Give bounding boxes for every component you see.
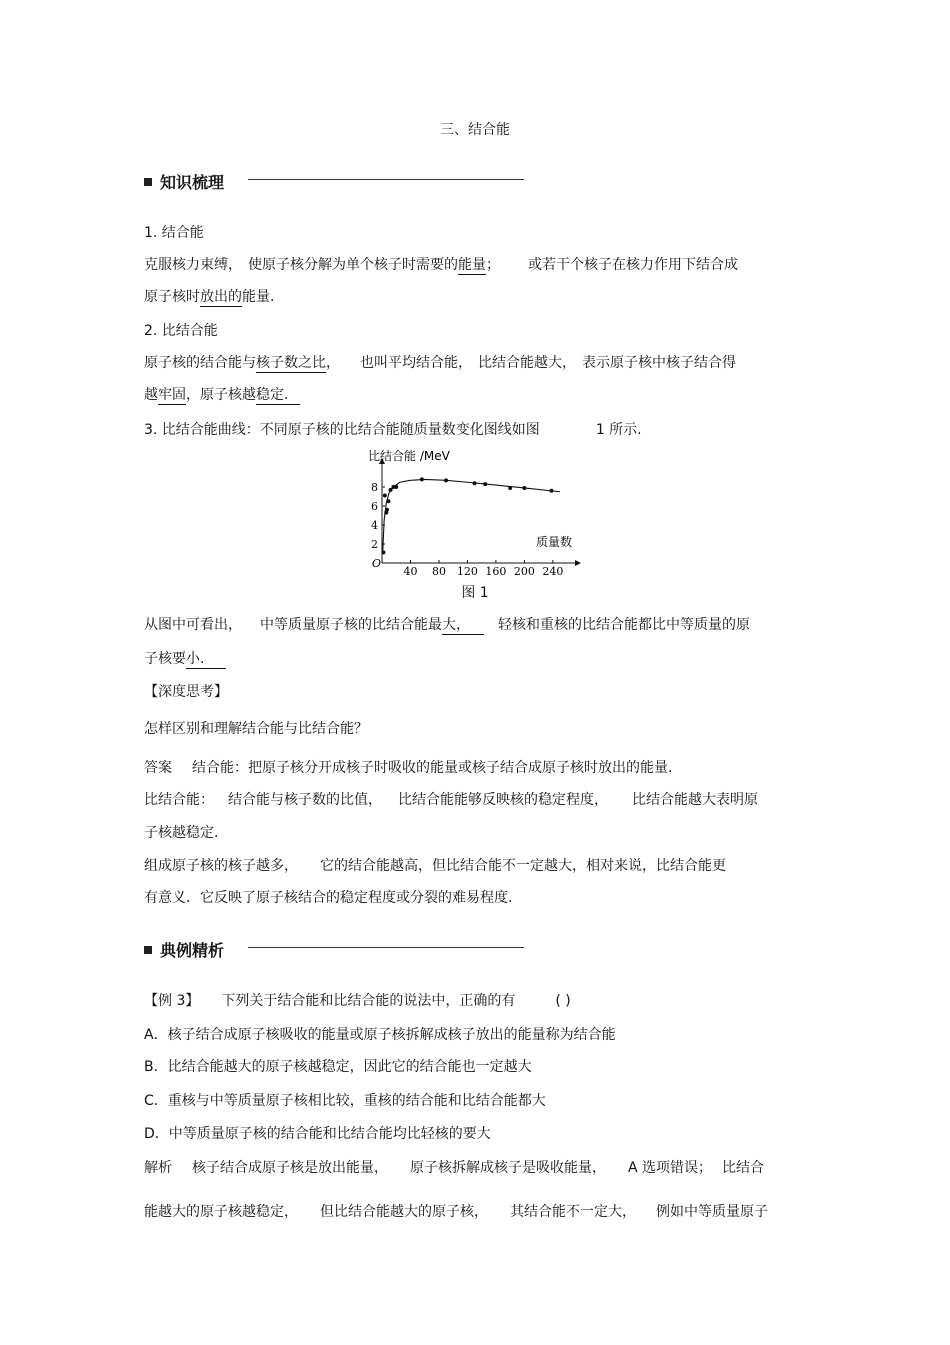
- section-heading-label: 知识梳理: [160, 173, 225, 192]
- paragraph-line: 有意义．它反映了原子核结合的稳定程度或分裂的难易程度.: [144, 890, 513, 906]
- section-heading-knowledge: [144, 170, 224, 193]
- text: 比结合能能够反映核的稳定程度，: [398, 792, 608, 808]
- data-point: [420, 477, 424, 481]
- y-tick-label: 8: [371, 481, 378, 494]
- text: 使原子核分解为单个核子时需要的: [248, 257, 458, 273]
- paragraph-line: [144, 614, 750, 634]
- text: 下列关于结合能和比结合能的说法中，正确的有: [221, 993, 516, 1009]
- solution-label: 解析: [144, 1160, 172, 1176]
- binding-energy-chart: [362, 445, 592, 575]
- paragraph-line: [144, 648, 226, 668]
- text: 它的结合能越高，但比结合能不一定越大，相对来说，比结合能更: [320, 858, 726, 874]
- square-bullet-icon: [144, 946, 152, 954]
- solution-line: [144, 1157, 764, 1177]
- text: 越: [144, 387, 158, 403]
- paragraph-line: 子核越稳定.: [144, 825, 219, 841]
- answer-label: 答案: [144, 760, 172, 776]
- text: 能量.: [242, 289, 275, 305]
- data-point: [549, 489, 553, 493]
- y-tick-label: 4: [371, 519, 378, 532]
- text: 结合能：把原子核分开成核子时吸收的能量或核子结合成原子核时放出的能量.: [192, 760, 673, 776]
- origin-label: O: [372, 557, 382, 570]
- text: 能越大的原子核越稳定，: [144, 1204, 298, 1220]
- data-point: [394, 485, 398, 489]
- answer-underlined: 放出的: [200, 289, 242, 305]
- data-point: [444, 478, 448, 482]
- answer-underlined: 牢固: [158, 387, 186, 403]
- text: A 选项错误；: [628, 1160, 713, 1176]
- item-heading-2: 2. 比结合能: [144, 323, 218, 339]
- text: 但比结合能越大的原子核，: [320, 1204, 488, 1220]
- answer-underlined: 核子数之比: [256, 355, 326, 371]
- text: ，原子核越: [186, 387, 256, 403]
- option-b: B．比结合能越大的原子核越稳定，因此它的结合能也一定越大: [144, 1059, 532, 1075]
- question-text: 怎样区别和理解结合能与比结合能？: [144, 721, 368, 737]
- text: 原子核的结合能与: [144, 355, 256, 371]
- text: ，: [326, 355, 340, 371]
- paragraph-line: [144, 286, 274, 306]
- x-tick-label: 80: [431, 565, 446, 575]
- data-point: [522, 486, 526, 490]
- x-tick-label: 40: [403, 565, 418, 575]
- option-d: D．中等质量原子核的结合能和比结合能均比轻核的要大: [144, 1126, 491, 1142]
- square-bullet-icon: [144, 178, 152, 186]
- answer-underlined: 小.: [186, 651, 226, 669]
- deep-thinking-tag: 【深度思考】: [144, 684, 228, 700]
- text: 其结合能不一定大，: [510, 1204, 636, 1220]
- data-point: [508, 486, 512, 490]
- y-tick-label: 6: [371, 500, 378, 513]
- text: 1 所示.: [595, 422, 642, 438]
- text: 结合能与核子数的比值，: [228, 792, 382, 808]
- figure-caption: 图 1: [461, 585, 489, 601]
- text: 也叫平均结合能，: [360, 355, 472, 371]
- text: 例如中等质量原子: [656, 1204, 768, 1220]
- text: 比结合能：: [144, 792, 214, 808]
- data-point: [386, 499, 390, 503]
- text: 表示原子核中核子结合得: [582, 355, 736, 371]
- x-tick-label: 160: [485, 565, 507, 575]
- section-rule: [248, 947, 524, 948]
- solution-line: [144, 1201, 768, 1221]
- data-point: [483, 482, 487, 486]
- text: 原子核时: [144, 289, 200, 305]
- y-axis-label: 比结合能 /MeV: [368, 449, 450, 463]
- section-rule: [248, 179, 524, 180]
- data-point: [385, 508, 389, 512]
- text: 比结合: [722, 1160, 765, 1176]
- answer-underlined: 大，: [442, 617, 484, 635]
- text: 中等质量原子核的比结合能最: [260, 617, 442, 633]
- section-heading-examples: [144, 938, 224, 961]
- data-point: [389, 488, 393, 492]
- answer-underlined: 能量: [458, 257, 486, 273]
- text: 核子结合成原子核是放出能量，: [192, 1160, 388, 1176]
- section-heading-label: 典例精析: [160, 941, 225, 960]
- paragraph-line: [144, 384, 300, 404]
- text: 或若干个核子在核力作用下结合成: [528, 257, 738, 273]
- x-axis-label: 质量数: [536, 535, 573, 549]
- paragraph-line: [144, 254, 738, 274]
- text: 3. 比结合能曲线：不同原子核的比结合能随质量数变化图线如图: [144, 422, 540, 438]
- data-point: [473, 481, 477, 485]
- answer-paren: ( ): [555, 993, 571, 1009]
- paragraph-line: [144, 352, 736, 372]
- option-a: A．核子结合成原子核吸收的能量或原子核拆解成核子放出的能量称为结合能: [144, 1027, 616, 1043]
- text: 组成原子核的核子越多，: [144, 858, 298, 874]
- answer-underlined: 稳定.: [256, 387, 300, 405]
- paragraph-line: [144, 855, 726, 875]
- example-tag: 【例 3】: [144, 993, 200, 1009]
- paragraph-line: [144, 789, 758, 809]
- text: ；: [486, 257, 500, 273]
- page-title: 三、结合能: [440, 122, 510, 138]
- option-c: C．重核与中等质量原子核相比较，重核的结合能和比结合能都大: [144, 1093, 546, 1109]
- text: 比结合能越大，: [478, 355, 576, 371]
- item-heading-1: 1. 结合能: [144, 225, 204, 241]
- x-tick-label: 120: [456, 565, 478, 575]
- text: 原子核拆解成核子是吸收能量，: [410, 1160, 606, 1176]
- text: 从图中可看出，: [144, 617, 242, 633]
- data-point: [381, 551, 385, 555]
- text: 子核要: [144, 651, 186, 667]
- paragraph-line: [144, 419, 642, 439]
- text: 克服核力束缚，: [144, 257, 242, 273]
- example-question: [144, 990, 571, 1010]
- text: 轻核和重核的比结合能都比中等质量的原: [498, 617, 750, 633]
- y-tick-label: 2: [371, 538, 378, 551]
- x-tick-label: 240: [542, 565, 564, 575]
- binding-energy-curve: [383, 479, 560, 552]
- text: 比结合能越大表明原: [632, 792, 758, 808]
- paragraph-line: [144, 757, 672, 777]
- data-point: [383, 494, 387, 498]
- x-tick-label: 200: [513, 565, 535, 575]
